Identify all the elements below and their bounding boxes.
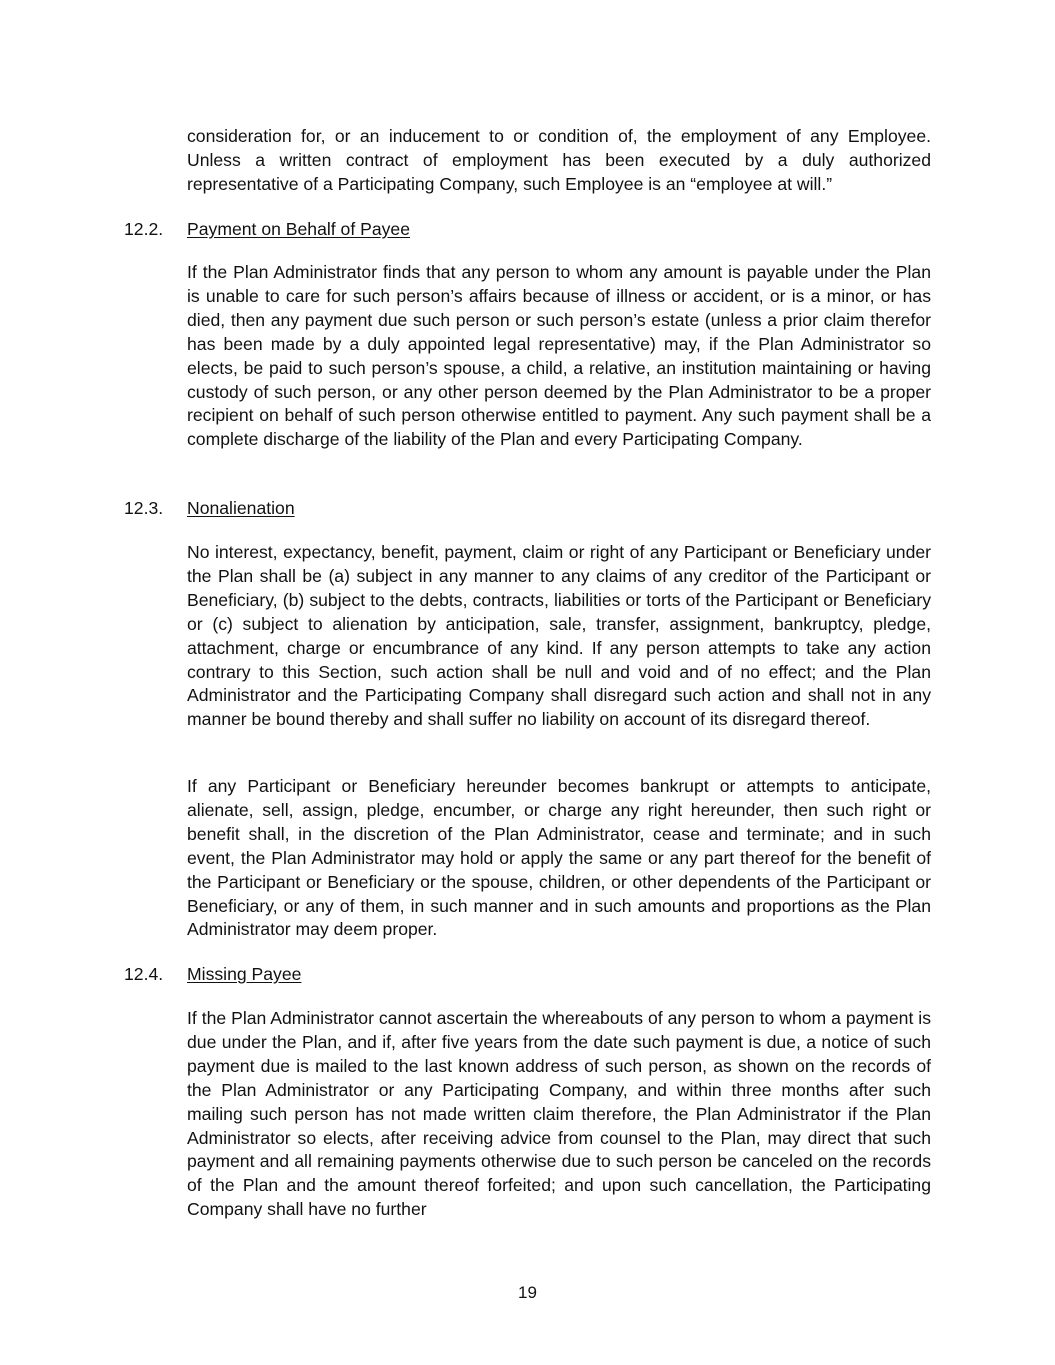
section-12-2-paragraph: If the Plan Administrator finds that any person to whom any amount is payable under the Plan is unable to care for such person’s affairs because of illness or accident, or is a minor, or has died, then any payment due such person or such person’s estate (unless a prior claim therefor has been made by a duly appointed legal representative) may, if the Plan Administrator so elects, be paid to such person’s spouse, a child, a relative, an institution maintaining or having custody of such person, or any other person deemed by the Plan Administrator to be a proper recipient on behalf of such person otherwise entitled to payment. Any such payment shall be a complete discharge of the liability of the Plan and every Participating Company.: [187, 262, 931, 450]
section-12-4-paragraph: If the Plan Administrator cannot ascertain the whereabouts of any person to whom a payment is due under the Plan, and if, after five years from the date such payment is due, a notice of such payment due is mailed to the last known address of such person, as shown on the records of the Plan Administrator or any Participating Company, and within three months after such mailing such person has not made written claim therefore, the Plan Administrator if the Plan Administrator so elects, after receiving advice from counsel to the Plan, may direct that such payment and all remaining payments otherwise due to such person be canceled on the records of the Plan and the amount thereof forfeited; and upon such cancellation, the Participating Company shall have no further: [187, 1008, 931, 1220]
section-title: Missing Payee: [187, 964, 302, 984]
intro-paragraph: consideration for, or an inducement to or condition of, the employment of any Employee. Unless a written contract of employment has been executed by a duly authorized representative of a Participating Company, such Employee is an “employee at will.”: [187, 126, 931, 194]
section-number: 12.2.: [124, 219, 164, 239]
section-title: Payment on Behalf of Payee: [187, 219, 410, 239]
section-title: Nonalienation: [187, 498, 295, 518]
section-12-3-paragraph-1: No interest, expectancy, benefit, payment, claim or right of any Participant or Beneficiary under the Plan shall be (a) subject in any manner to any claims of any creditor of the Participant or Beneficiary, (b) subject to the debts, contracts, liabilities or torts of the Participant or Beneficiary or (c) subject to alienation by anticipation, sale, transfer, assignment, bankruptcy, pledge, attachment, charge or encumbrance of any kind. If any person attempts to take any action contrary to this Section, such action shall be null and void and of no effect; and the Plan Administrator and the Participating Company shall disregard such action and shall not in any manner be bound thereby and shall suffer no liability on account of its disregard thereof.: [187, 542, 931, 730]
section-12-3-paragraph-2: If any Participant or Beneficiary hereunder becomes bankrupt or attempts to anticipate, alienate, sell, assign, pledge, encumber, or charge any right hereunder, then such right or benefit shall, in the discretion of the Plan Administrator, cease and terminate; and in such event, the Plan Administrator may hold or apply the same or any part thereof for the benefit of the Participant or Beneficiary or the spouse, children, or other dependents of the Participant or Beneficiary, or any of them, in such manner and in such amounts and proportions as the Plan Administrator may deem proper.: [187, 776, 931, 940]
section-number: 12.4.: [124, 964, 164, 984]
section-number: 12.3.: [124, 498, 164, 518]
page-number: 19: [518, 1283, 537, 1302]
